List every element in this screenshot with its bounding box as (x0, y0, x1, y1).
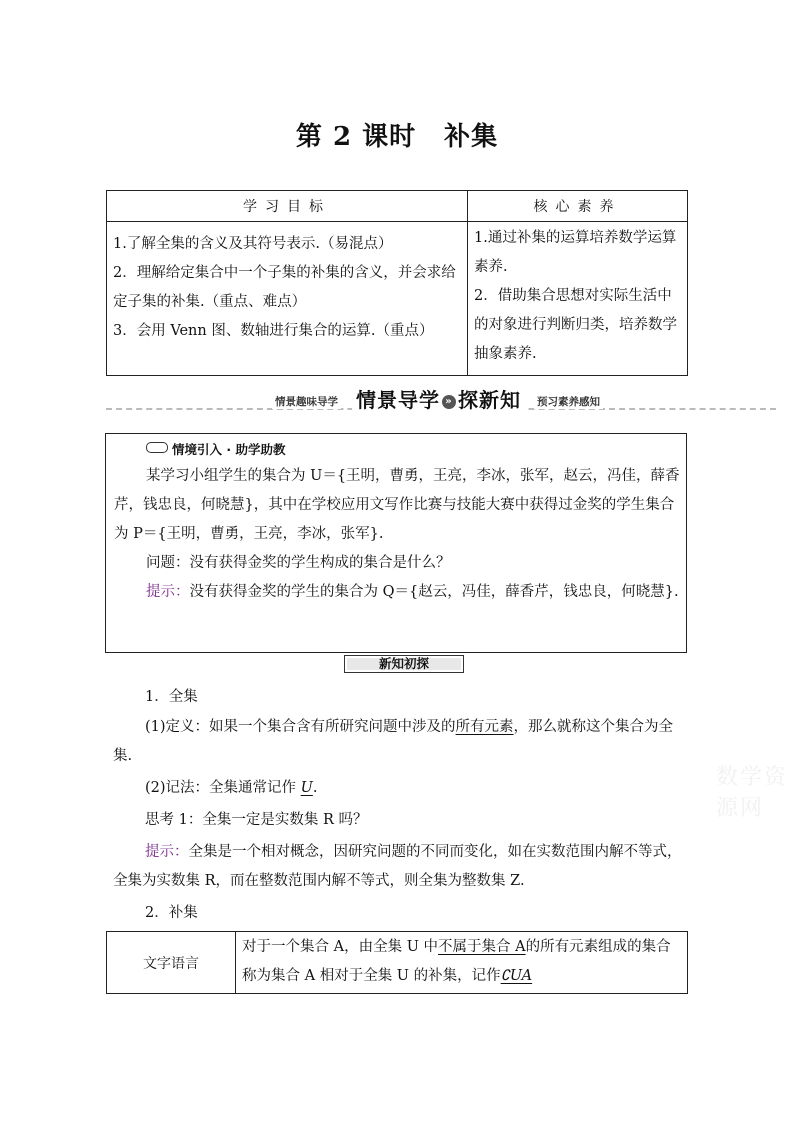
universal-set-notation (113, 774, 688, 803)
section1-heading: 1．全集 (145, 689, 198, 705)
page-title (0, 116, 794, 153)
definition-text: (1)定义：如果一个集合含有所研究问题中涉及的 (145, 719, 456, 735)
complement-table (106, 931, 688, 994)
objectives-header: 学习目标 (107, 191, 468, 222)
think-hint (113, 838, 688, 896)
hint-text: 全集是一个相对概念，因研究问题的不同而变化，如在实数范围内解不等式，全集为实数集 R，而在整数范围内解不等式，则全集为整数集 Z. (113, 844, 682, 889)
complement-text-end: 的所有元素组成的集合称为集合 A 相对于全集 U 的补集，记作 (242, 939, 671, 984)
core-literacy-header: 核心素养 (468, 191, 688, 222)
watermark: 数学资源网 (716, 765, 789, 821)
think-question: 思考 1：全集一定是实数集 R 吗？ (145, 812, 368, 828)
banner-right-caption: 预习素养感知 (534, 394, 603, 409)
arrow-icon: » (442, 395, 456, 409)
objective-item: 1.了解全集的含义及其符号表示.（易混点） (113, 236, 393, 252)
new-knowledge-tag: 新知初探 (344, 655, 464, 673)
universal-set-definition (113, 713, 688, 771)
situation-tag-label: 情境引入 · 助学助教 (172, 442, 286, 457)
definition-key: 所有元素 (455, 719, 514, 735)
tag-icon (146, 442, 168, 453)
definition-text-end: ，那么就称这个集合为全集. (113, 719, 674, 764)
notation-end: . (312, 780, 318, 796)
objectives-list (107, 222, 468, 376)
complement-key: 不属于集合 A (438, 939, 526, 955)
lesson-number: 第 2 课时 (295, 122, 417, 152)
section2-heading: 2．补集 (145, 905, 198, 921)
hint-label: 提示： (145, 844, 189, 860)
objectives-table (106, 190, 688, 376)
situation-paragraph: 某学习小组学生的集合为 U＝{王明，曹勇，王亮，李冰，张军，赵云，冯佳，薛香芹，钱忠良，何晓慧}，其中在学校应用文写作比赛与技能大赛中获得过金奖的学生集合为 P＝{王明，曹勇，王亮，李冰，张军}. (114, 468, 680, 542)
situation-question: 问题：没有获得金奖的学生构成的集合是什么？ (146, 555, 451, 571)
complement-symbol: ∁UA (500, 968, 533, 984)
verbal-language-label: 文字语言 (107, 932, 236, 994)
section-banner (106, 384, 776, 414)
banner-title-left: 情景导学 (356, 388, 440, 412)
literacy-item: 1.通过补集的运算培养数学运算素养. (474, 230, 677, 275)
hint-text: 没有获得金奖的学生的集合为 Q＝{赵云，冯佳，薛香芹，钱忠良，何晓慧}. (189, 584, 679, 600)
notation-symbol: U (300, 780, 313, 796)
objective-item: 2．理解给定集合中一个子集的补集的含义，并会求给定子集的补集.（重点、难点） (113, 265, 456, 310)
lesson-topic: 补集 (444, 122, 499, 152)
situation-box (105, 433, 687, 653)
complement-text: 对于一个集合 A，由全集 U 中 (242, 939, 439, 955)
notation-text: (2)记法：全集通常记作 (145, 780, 297, 796)
hint-label: 提示： (146, 584, 190, 600)
situation-hint (114, 578, 680, 607)
objective-item: 3．会用 Venn 图、数轴进行集合的运算.（重点） (113, 323, 434, 339)
literacy-item: 2．借助集合思想对实际生活中的对象进行判断归类，培养数学抽象素养. (474, 288, 677, 362)
banner-left-caption: 情景趣味导学 (272, 394, 341, 409)
banner-title (352, 384, 525, 413)
core-literacy-list (468, 222, 688, 376)
complement-definition (236, 932, 688, 994)
situation-tag (146, 440, 285, 458)
banner-title-right: 探新知 (458, 388, 521, 412)
